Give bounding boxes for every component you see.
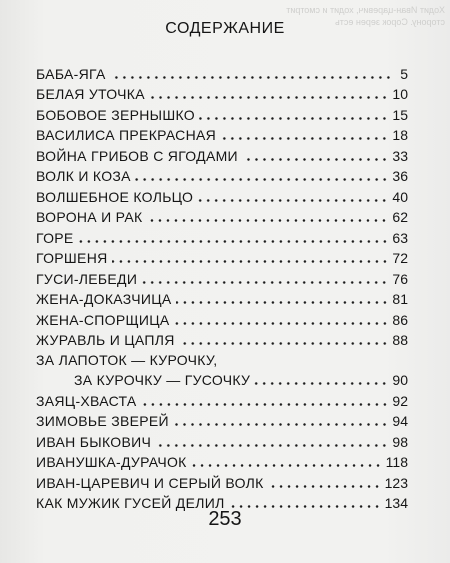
toc-entry <box>36 307 408 328</box>
bleed-through-line: Ходит Иван-царевич, ходит и смотрит <box>286 5 445 15</box>
toc-entry-title: ГУСИ-ЛЕБЕДИ <box>36 270 138 287</box>
toc-entry-title: ГОРШЕНЯ <box>36 250 108 266</box>
toc-entry-title: ВОРОНА И РАК <box>36 209 143 225</box>
toc-entry-title: ВАСИЛИСА ПРЕКРАСНАЯ <box>36 127 217 143</box>
dot-leader <box>112 260 389 263</box>
toc-entry-title: ЖУРАВЛЬ И ЦАПЛЯ <box>36 332 175 348</box>
toc-entry-title: БАБА-ЯГА <box>36 65 106 82</box>
dot-leader <box>199 117 388 120</box>
dot-leader <box>141 281 388 284</box>
toc-entry <box>36 143 408 164</box>
toc-entry-page: 94 <box>392 413 408 429</box>
toc-entry-page: 40 <box>392 188 408 205</box>
table-of-contents <box>36 61 408 511</box>
toc-entry-page: 33 <box>392 147 408 164</box>
toc-entry-title: ЖЕНА-ДОКАЗЧИЦА <box>36 291 172 307</box>
bleed-through-line: сторону. Сорок зерен есть <box>335 17 445 27</box>
toc-entry <box>36 470 408 491</box>
toc-entry <box>36 266 408 287</box>
toc-entry-page: 134 <box>384 495 408 511</box>
toc-entry-page: 63 <box>392 229 408 246</box>
dot-leader <box>78 240 389 243</box>
toc-entry-title: ЗИМОВЬЕ ЗВЕРЕЙ <box>36 413 169 429</box>
toc-entry-title: ВОЛШЕБНОЕ КОЛЬЦО <box>36 188 194 205</box>
toc-entry <box>36 184 408 205</box>
dot-leader <box>174 322 389 325</box>
toc-entry-line <box>36 348 408 368</box>
toc-entry-page: 18 <box>392 127 408 143</box>
toc-entry <box>36 123 408 144</box>
toc-entry-page: 72 <box>392 250 408 266</box>
toc-entry-title: ВОЙНА ГРИБОВ С ЯГОДАМИ <box>36 147 238 164</box>
dot-leader <box>268 485 381 488</box>
page-title: СОДЕРЖАНИЕ <box>165 20 285 37</box>
dot-leader <box>176 301 389 304</box>
toc-entry-title: ИВАН-ЦАРЕВИЧ И СЕРЫЙ ВОЛК <box>36 474 264 491</box>
toc-entry <box>36 348 408 388</box>
toc-entry-title: ИВАНУШКА-ДУРАЧОК <box>36 454 187 470</box>
toc-entry-page: 92 <box>392 392 408 409</box>
toc-entry-page: 62 <box>392 209 408 225</box>
toc-entry-page: 90 <box>392 372 408 388</box>
dot-leader <box>149 96 389 99</box>
toc-entry-title: ЖЕНА-СПОРЩИЦА <box>36 311 170 328</box>
toc-entry-page: 118 <box>385 454 408 470</box>
toc-entry-page: 123 <box>384 474 408 491</box>
dot-leader <box>254 382 388 385</box>
toc-entry <box>36 61 408 82</box>
toc-entry-title: БЕЛАЯ УТОЧКА <box>36 86 145 102</box>
dot-leader <box>242 158 388 161</box>
toc-entry <box>36 328 408 349</box>
dot-leader <box>135 178 389 181</box>
toc-entry-title: КАК МУЖИК ГУСЕЙ ДЕЛИЛ <box>36 495 225 511</box>
dot-leader <box>179 342 389 345</box>
dot-leader <box>173 423 389 426</box>
toc-entry <box>36 429 408 450</box>
toc-entry-line <box>36 368 408 388</box>
dot-leader <box>110 76 392 79</box>
dot-leader <box>220 137 388 140</box>
toc-entry <box>36 205 408 226</box>
toc-entry <box>36 102 408 123</box>
toc-entry-title-continued: ЗА КУРОЧКУ — ГУСОЧКУ <box>74 372 251 388</box>
toc-entry-page: 10 <box>392 86 408 102</box>
dot-leader <box>155 444 388 447</box>
toc-entry-title: ЗА ЛАПОТОК — КУРОЧКУ, <box>36 352 218 368</box>
toc-entry-title: ЗАЯЦ-ХВАСТА <box>36 392 137 409</box>
toc-entry-title: ИВАН БЫКОВИЧ <box>36 433 152 450</box>
toc-entry-page: 86 <box>392 311 408 328</box>
toc-entry <box>36 246 408 267</box>
toc-entry-title: БОБОВОЕ ЗЕРНЫШКО <box>36 106 195 123</box>
toc-entry <box>36 287 408 308</box>
toc-entry-title: ВОЛК И КОЗА <box>36 168 131 184</box>
toc-entry <box>36 164 408 185</box>
toc-entry-page: 36 <box>392 168 408 184</box>
dot-leader <box>146 219 388 222</box>
dot-leader <box>191 464 382 467</box>
toc-entry-page: 98 <box>392 433 408 450</box>
toc-entry-page: 5 <box>400 65 408 82</box>
page-number: 253 <box>208 508 242 530</box>
toc-entry-page: 15 <box>392 106 408 123</box>
toc-entry <box>36 388 408 409</box>
toc-entry-page: 88 <box>392 332 408 348</box>
dot-leader <box>197 199 388 202</box>
toc-entry <box>36 409 408 430</box>
toc-entry <box>36 225 408 246</box>
toc-entry <box>36 82 408 103</box>
toc-entry-page: 81 <box>392 291 408 307</box>
toc-entry <box>36 450 408 471</box>
dot-leader <box>141 403 389 406</box>
toc-entry-page: 76 <box>392 270 408 287</box>
toc-entry-title: ГОРЕ <box>36 229 74 246</box>
